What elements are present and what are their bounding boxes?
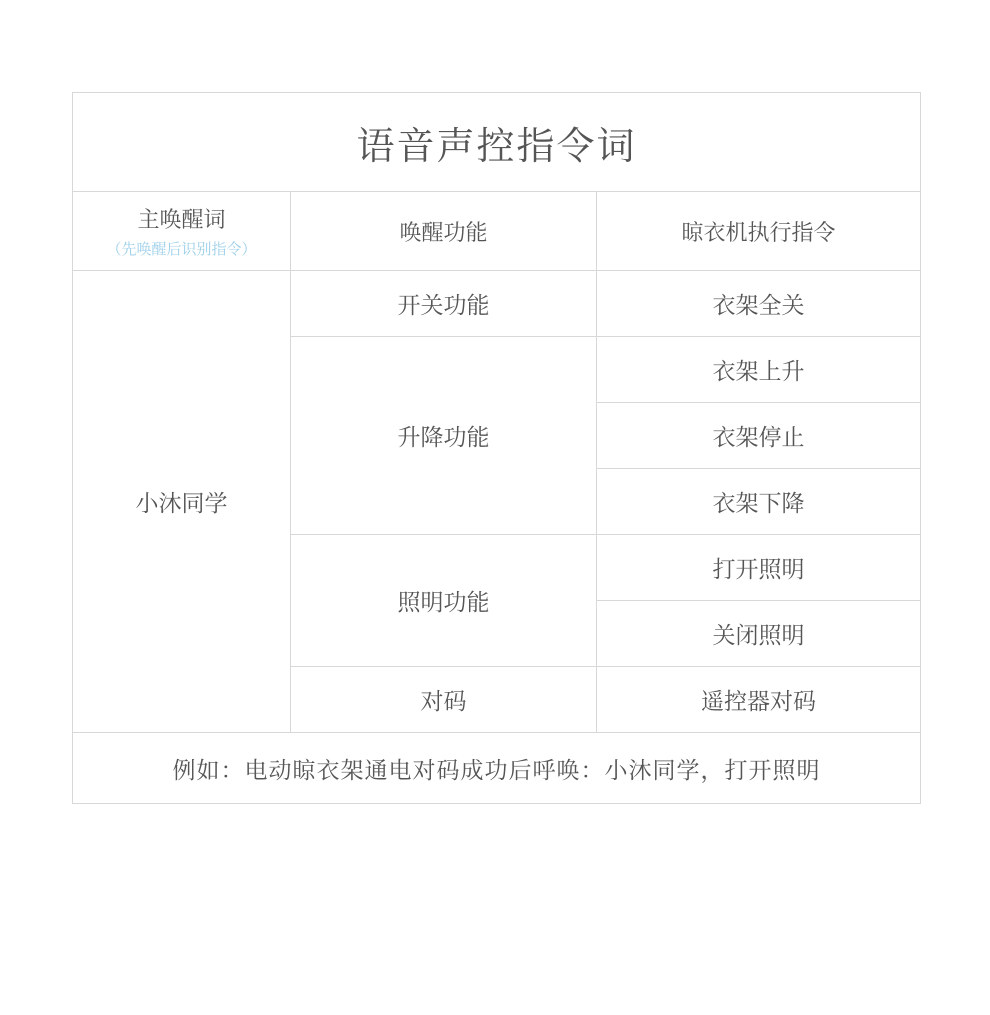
voice-command-table bbox=[72, 92, 921, 804]
command-cell-rack-stop: 衣架停止 bbox=[597, 403, 921, 469]
header-wake-word bbox=[73, 192, 291, 271]
function-cell-pairing: 对码 bbox=[291, 667, 597, 733]
table-title-row bbox=[73, 93, 921, 192]
command-cell-light-on: 打开照明 bbox=[597, 535, 921, 601]
example-text: 例如：电动晾衣架通电对码成功后呼唤：小沐同学，打开照明 bbox=[73, 733, 921, 804]
table-example-row bbox=[73, 733, 921, 804]
function-cell-lift: 升降功能 bbox=[291, 337, 597, 535]
wake-word-cell: 小沐同学 bbox=[73, 271, 291, 733]
command-cell-rack-up: 衣架上升 bbox=[597, 337, 921, 403]
header-function: 唤醒功能 bbox=[291, 192, 597, 271]
header-wake-word-label: 主唤醒词 bbox=[137, 207, 226, 232]
command-cell-rack-down: 衣架下降 bbox=[597, 469, 921, 535]
header-wake-word-sublabel: （先唤醒后识别指令） bbox=[106, 241, 257, 258]
function-cell-light: 照明功能 bbox=[291, 535, 597, 667]
table-row bbox=[73, 271, 921, 337]
voice-command-table-wrapper bbox=[72, 92, 920, 804]
header-command: 晾衣机执行指令 bbox=[597, 192, 921, 271]
command-cell-light-off: 关闭照明 bbox=[597, 601, 921, 667]
function-cell-switch: 开关功能 bbox=[291, 271, 597, 337]
table-header-row bbox=[73, 192, 921, 271]
page-title: 语音声控指令词 bbox=[73, 93, 921, 192]
command-cell-remote-pairing: 遥控器对码 bbox=[597, 667, 921, 733]
command-cell-all-close: 衣架全关 bbox=[597, 271, 921, 337]
